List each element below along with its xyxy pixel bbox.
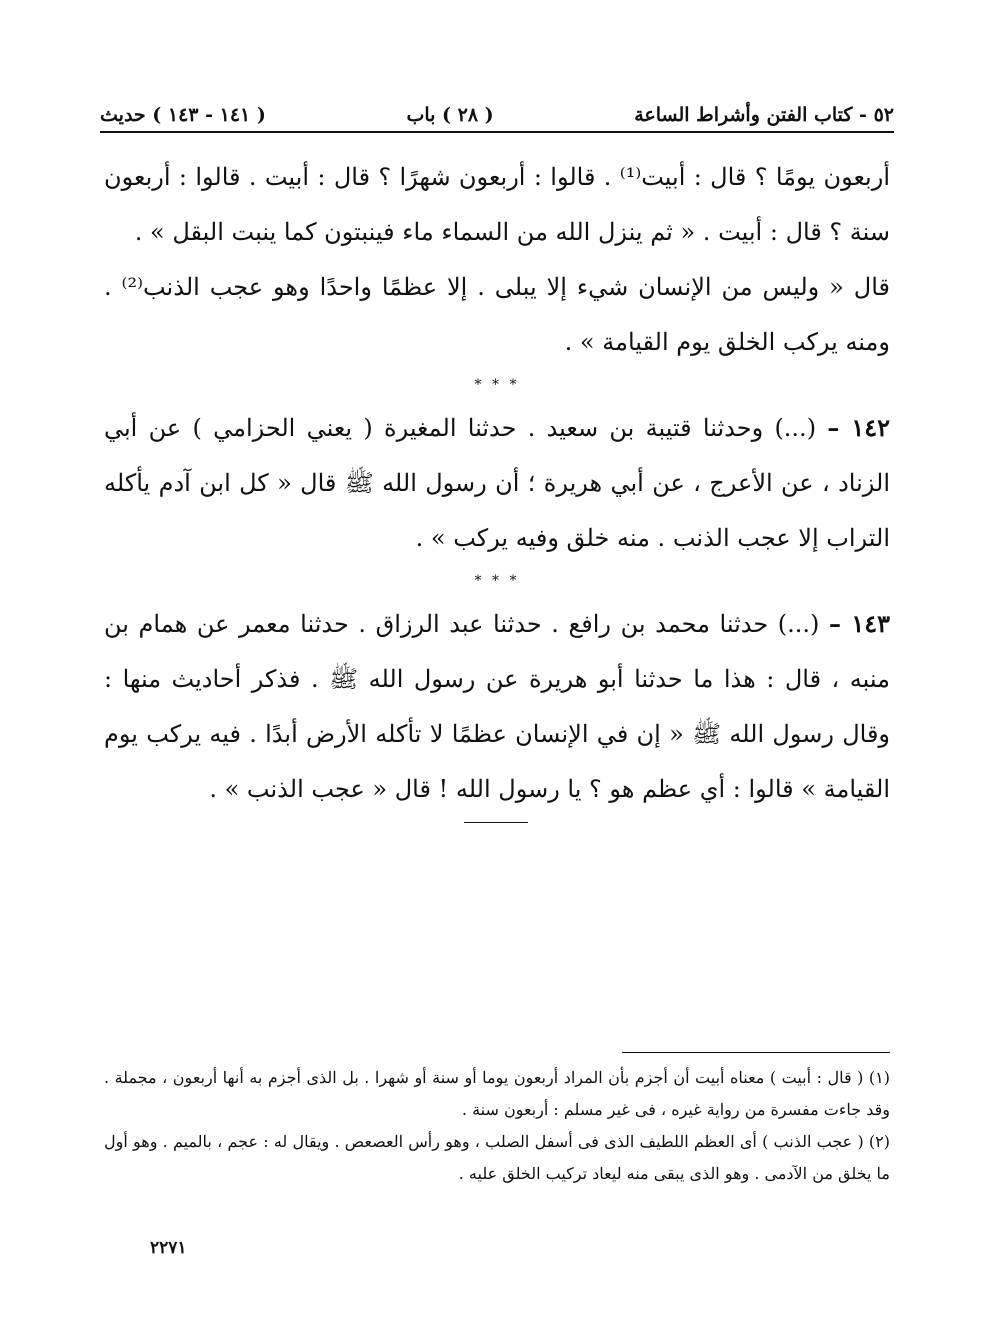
hadith-number: ١٤٢ –: [827, 413, 890, 442]
header-hadith-range: ( ١٤١ - ١٤٣ ) حديث: [100, 104, 266, 126]
footnote-2: (٢) ( عجب الذنب ) أى العظم اللطيف الذى فى أسفل الصلب ، وهو رأس العصعص . ويقال له : عجم ، بالميم . وهو أول ما يخلق من الآدمى . وهو الذى يبقى منه ليعاد تركيب الخلق عليه .: [104, 1132, 890, 1183]
hadith-text: (...) وحدثنا قتيبة بن سعيد . حدثنا المغيرة ( يعني الحزامي ) عن أبي الزناد ، عن الأعرج ، عن أبي هريرة ؛ أن رسول الله ﷺ قال « كل ابن آدم يأكله التراب إلا عجب الذنب . منه خلق وفيه يركب » .: [104, 414, 890, 552]
section-separator: * * *: [474, 573, 520, 589]
footnotes: [104, 1062, 890, 1190]
header-book-title: [634, 104, 894, 126]
paragraph: أربعون يومًا ؟ قال : أبيت⁽¹⁾ . قالوا : أربعون شهرًا ؟ قال : أبيت . قالوا : أربعون سنة ؟ قال : أبيت . « ثم ينزل الله من السماء ماء فينبتون كما ينبت البقل » .: [104, 163, 890, 246]
footnote-1: (١) ( قال : أبيت ) معناه أبيت أن أجزم بأن المراد أربعون يوما أو سنة أو شهرا . بل الذى أجزم به أنها أربعون ، مجملة . وقد جاءت مفسرة من رواية غيره ، فى غير مسلم : أربعون سنة .: [104, 1068, 890, 1119]
page-number: ٢٢٧١: [150, 1238, 187, 1258]
section-separator: * * *: [474, 377, 520, 393]
header-book-name: - كتاب الفتن وأشراط الساعة: [634, 104, 867, 126]
hadith-text: (...) حدثنا محمد بن رافع . حدثنا عبد الرزاق . حدثنا معمر عن همام بن منبه ، قال : هذا ما حدثنا أبو هريرة عن رسول الله ﷺ . فذكر أحاديث منها : وقال رسول الله ﷺ « إن في الإنسان عظمًا لا تأكله الأرض أبدًا . فيه يركب يوم القيامة » قالوا : أي عظم هو ؟ يا رسول الله ! قال « عجب الذنب » .: [104, 610, 891, 803]
hadith-143: [104, 596, 890, 817]
paragraph: قال « وليس من الإنسان شيء إلا يبلى . إلا عظمًا واحدًا وهو عجب الذنب⁽²⁾ . ومنه يركب الخلق يوم القيامة » .: [104, 273, 890, 356]
hadith-142: [104, 400, 890, 566]
hadith-number: ١٤٣ –: [829, 609, 890, 638]
end-of-text-dash: [464, 822, 528, 823]
footnote-rule: [622, 1052, 890, 1053]
main-text: [104, 150, 890, 817]
header-chapter: ( ٢٨ ) باب: [406, 104, 494, 126]
header-rule: [100, 131, 894, 133]
header-page-number: ٥٢: [873, 104, 894, 126]
running-header: [100, 92, 894, 126]
